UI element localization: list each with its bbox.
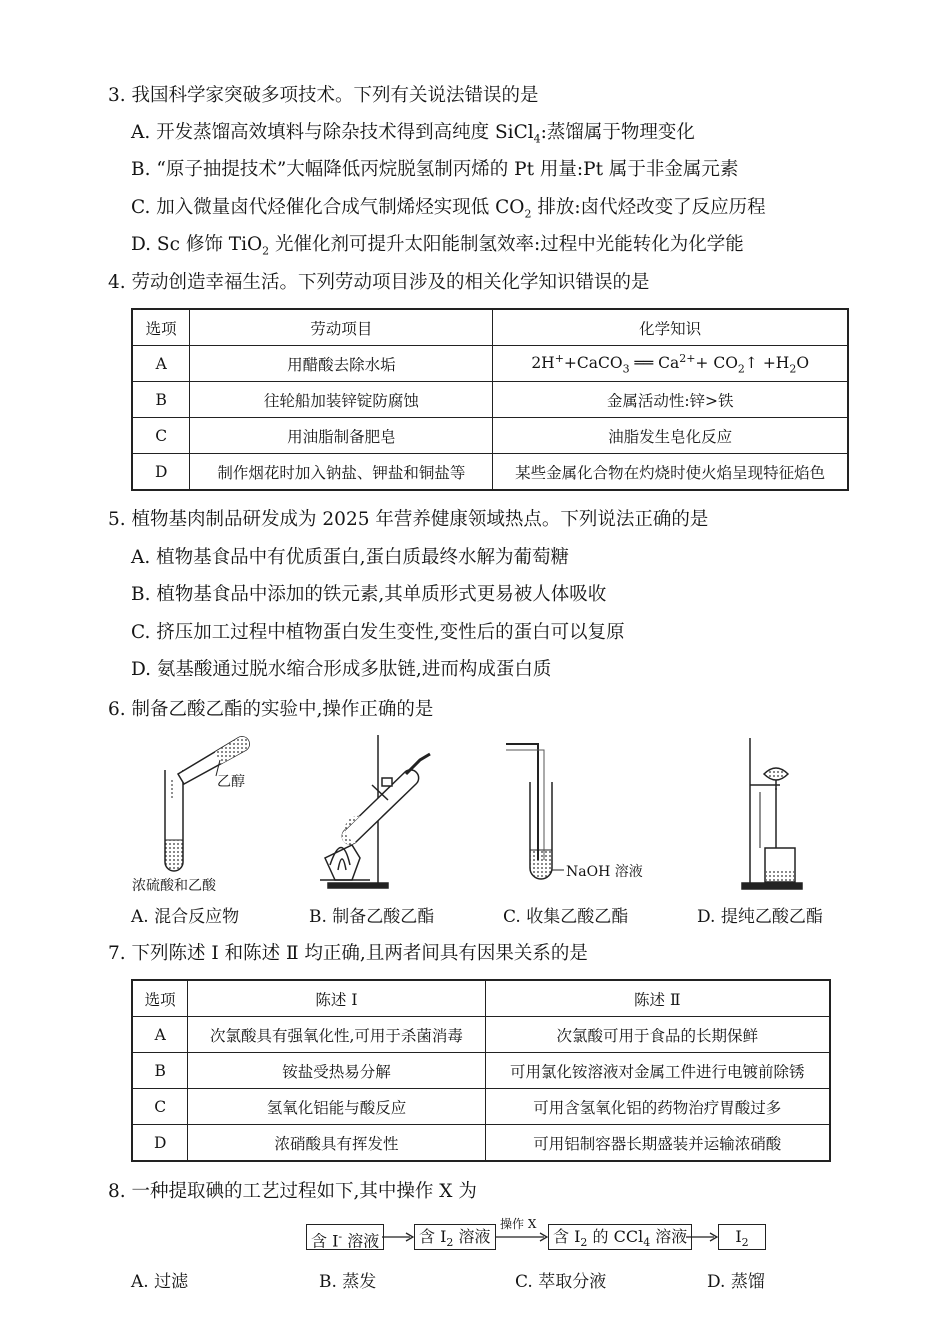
header-statement-1: 陈述 Ⅰ: [188, 980, 485, 1017]
header-item: 劳动项目: [190, 309, 493, 346]
q5-option-d: D. 氨基酸通过脱水缩合形成多肽链,进而构成蛋白质: [131, 659, 552, 680]
q3-stem: 3. 我国科学家突破多项技术。下列有关说法错误的是: [108, 85, 539, 106]
label-acid: 浓硫酸和乙酸: [132, 878, 216, 894]
equation: 2H++CaCO$_3$ ══ $Ca^{2+}+$ $CO_2↑ +H_2O$: [493, 346, 848, 382]
flow-arrow-2: [496, 1230, 548, 1244]
caption-c: C. 收集乙酸乙酯: [503, 907, 629, 927]
label-naoh: NaOH 溶液: [566, 864, 643, 880]
q6-apparatus-figures: [120, 730, 860, 900]
header-knowledge: 化学知识: [493, 309, 848, 346]
q8-option-a: A. 过滤: [131, 1272, 189, 1292]
header-option: 选项: [132, 980, 188, 1017]
q8-stem: 8. 一种提取碘的工艺过程如下,其中操作 X 为: [108, 1181, 477, 1202]
flow-arrow-3: [686, 1230, 718, 1244]
table-row: A 用醋酸去除水垢 2H++CaCO$_3$ ══ $Ca^{2+}+$ $CO_2↑ +H_2O$: [132, 346, 848, 382]
q4-table: [131, 308, 849, 491]
q3-option-b: B. “原子抽提技术”大幅降低丙烷脱氢制丙烯的 Pt 用量:Pt 属于非金属元素: [131, 159, 739, 180]
caption-d: D. 提纯乙酸乙酯: [697, 907, 823, 927]
flow-arrow-1: [382, 1230, 414, 1244]
flow-box-iodine: $I_2$: [718, 1224, 766, 1250]
figure-b-preparation: [320, 735, 430, 888]
flow-box-iodide: 含 I- 溶液: [306, 1224, 384, 1250]
q3-option-c: C. 加入微量卤代烃催化合成气制烯烃实现低 $CO_2$ 排放:卤代烃改变了反应历程: [131, 197, 766, 221]
table-row: B 铵盐受热易分解 可用氯化铵溶液对金属工件进行电镀前除锈: [132, 1053, 830, 1089]
q5-option-c: C. 挤压加工过程中植物蛋白发生变性,变性后的蛋白可以复原: [131, 622, 625, 643]
table-header-row: [132, 309, 848, 346]
q5-option-b: B. 植物基食品中添加的铁元素,其单质形式更易被人体吸收: [131, 584, 607, 605]
q5-stem: 5. 植物基肉制品研发成为 2025 年营养健康领域热点。下列说法正确的是: [108, 509, 709, 530]
table-row: C 氢氧化铝能与酸反应 可用含氢氧化铝的药物治疗胃酸过多: [132, 1089, 830, 1125]
table-header-row: [132, 980, 830, 1017]
q7-stem: 7. 下列陈述 Ⅰ 和陈述 Ⅱ 均正确,且两者间具有因果关系的是: [108, 943, 588, 964]
q3-option-a: A. 开发蒸馏高效填料与除杂技术得到高纯度 SiCl$_4$:蒸馏属于物理变化: [131, 122, 695, 146]
figure-a-mixing: [165, 737, 249, 871]
header-option: 选项: [132, 309, 190, 346]
flow-box-iodine-solution: 含 $I_2$ 溶液: [414, 1224, 496, 1250]
q6-stem: 6. 制备乙酸乙酯的实验中,操作正确的是: [108, 699, 434, 720]
table-row: D 浓硝酸具有挥发性 可用铝制容器长期盛装并运输浓硝酸: [132, 1125, 830, 1162]
caption-b: B. 制备乙酸乙酯: [309, 907, 435, 927]
caption-a: A. 混合反应物: [131, 907, 240, 927]
header-statement-2: 陈述 Ⅱ: [485, 980, 830, 1017]
table-row: C 用油脂制备肥皂 油脂发生皂化反应: [132, 418, 848, 454]
table-row: D 制作烟花时加入钠盐、钾盐和铜盐等 某些金属化合物在灼烧时使火焰呈现特征焰色: [132, 454, 848, 491]
q8-option-c: C. 萃取分液: [515, 1272, 607, 1292]
q7-table: [131, 979, 831, 1162]
q3-option-d: D. Sc 修饰 TiO$_2$ 光催化剂可提升太阳能制氢效率:过程中光能转化为化学能: [131, 234, 744, 258]
flow-box-ccl4-solution: 含 $I_2$ 的 CCl$_4$ 溶液: [548, 1224, 692, 1250]
figure-d-purification: [742, 738, 802, 889]
q5-option-a: A. 植物基食品中有优质蛋白,蛋白质最终水解为葡萄糖: [131, 547, 570, 568]
q8-option-b: B. 蒸发: [319, 1272, 377, 1292]
q4-stem: 4. 劳动创造幸福生活。下列劳动项目涉及的相关化学知识错误的是: [108, 272, 650, 293]
flow-operation-x-label: 操作 X: [500, 1217, 537, 1231]
table-row: A 次氯酸具有强氧化性,可用于杀菌消毒 次氯酸可用于食品的长期保鲜: [132, 1017, 830, 1053]
q8-option-d: D. 蒸馏: [707, 1272, 765, 1292]
table-row: B 往轮船加装锌锭防腐蚀 金属活动性:锌>铁: [132, 382, 848, 418]
label-ethanol: 乙醇: [217, 774, 245, 790]
figure-c-collection: [506, 744, 564, 879]
